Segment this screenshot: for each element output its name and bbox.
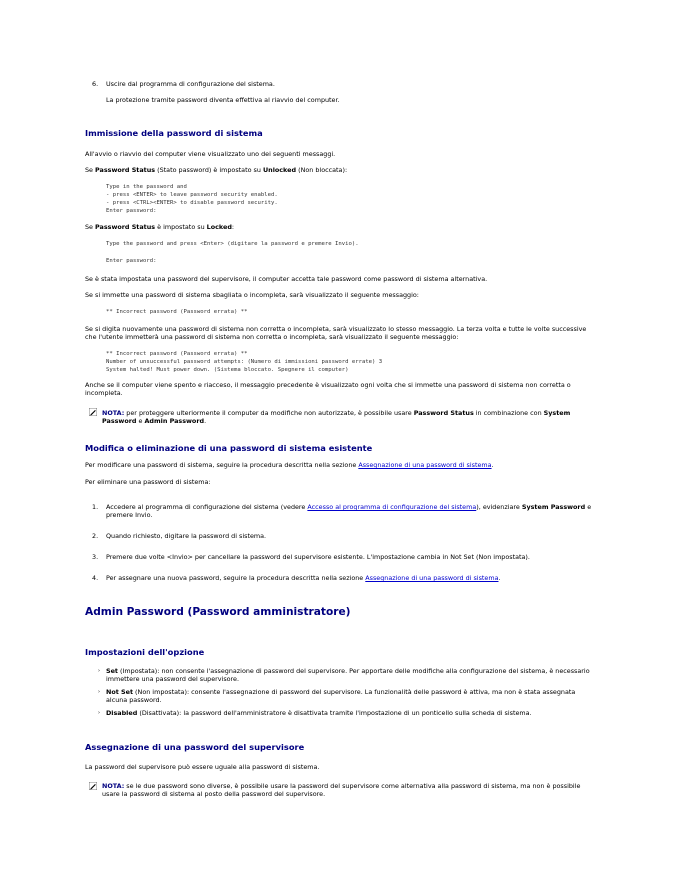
note-text: NOTA: se le due password sono diverse, è possibile usare la password del supervisore come alternativa alla password di sistema, ma non è possibile usare la password di sistema al posto della password del supervisore. [102, 782, 581, 798]
step-number: 2. [92, 532, 99, 540]
paragraph-line: Anche se il computer viene spento e riacceso, il messaggio precedente è visualizzato ogni volta che si immette una password di sistema non corretta o [85, 381, 571, 389]
paragraph: Per eliminare una password di sistema: [85, 478, 211, 486]
step-text: Premere due volte <Invio> per cancellare la password del supervisore esistente. L'impostazione cambia in Not Set (Non impostata). [106, 553, 530, 561]
link-assign-system-password[interactable]: Assegnazione di una password di sistema [358, 461, 492, 469]
paragraph: La password del supervisore può essere uguale alla password di sistema. [85, 763, 320, 771]
step-number: 3. [92, 553, 99, 561]
step-subtext: La protezione tramite password diventa effettiva al riavvio del computer. [106, 96, 340, 104]
section-heading-modify-password: Modifica o eliminazione di una password di sistema esistente [85, 443, 373, 453]
note-pencil-icon [89, 782, 97, 790]
section-heading-assign-supervisor-password: Assegnazione di una password del supervisore [85, 742, 305, 752]
section-heading-option-settings: Impostazioni dell'opzione [85, 647, 205, 657]
section-heading-system-password-entry: Immissione della password di sistema [85, 128, 263, 138]
step-text: Per assegnare una nuova password, seguire la procedura descritta nella sezione Assegnazione di una password di sistema. [106, 574, 501, 582]
bullet-icon: › [98, 710, 100, 716]
code-block-halted: ** Incorrect password (Password errata) ** Number of unsuccessful password attempts: (Numero di immissioni password errate) 3 System halted! Must power down. (Sistema bloccato. Spegnere il computer) [106, 351, 383, 373]
step-number: 4. [92, 574, 99, 582]
list-item: Disabled (Disattivata): la password dell'amministratore è disattivata tramite l'impostazione di un ponticello sulla scheda di sistema. [106, 709, 532, 717]
step-number: 1. [92, 503, 99, 511]
paragraph-locked: Se Password Status è impostato su Locked: [85, 223, 235, 231]
paragraph-modify: Per modificare una password di sistema, seguire la procedura descritta nella sezione Assegnazione di una password di sistema. [85, 461, 494, 469]
bullet-icon: › [98, 668, 100, 674]
paragraph: All'avvio o riavvio del computer viene visualizzato uno dei seguenti messaggi. [85, 150, 336, 158]
paragraph-line: che l'utente immetterà una password di sistema non corretta o incompleta, sarà visualizzato il seguente messaggio: [85, 333, 459, 341]
code-block-incorrect: ** Incorrect password (Password errata) ** [106, 309, 248, 315]
paragraph: Se è stata impostata una password del supervisore, il computer accetta tale password come password di sistema alternativa. [85, 275, 488, 283]
link-assign-system-password[interactable]: Assegnazione di una password di sistema [365, 574, 499, 582]
code-block-enter-password: Enter password: [106, 258, 157, 264]
list-item: Set (Impostata): non consente l'assegnazione di password del supervisore. Per apportare delle modifiche alla configurazione del sistema, è necessario immettere una password del supervisore. [106, 667, 590, 683]
paragraph-line: Se si digita nuovamente una password di sistema non corretta o incompleta, sarà visualizzato lo stesso messaggio. La terza volta e tutte le volte successive [85, 325, 587, 333]
paragraph-unlocked: Se Password Status (Stato password) è impostato su Unlocked (Non bloccata): [85, 166, 348, 174]
section-heading-admin-password: Admin Password (Password amministratore) [85, 606, 351, 618]
step-text: Accedere al programma di configurazione del sistema (vedere Accesso al programma di configurazione del sistema), evidenziare System Password e premere Invio. [106, 503, 592, 519]
code-block-unlocked: Type in the password and - press <ENTER> to leave password security enabled. - press <CTRL><ENTER> to disable password security. Enter password: [106, 184, 278, 214]
list-item: Not Set (Non impostata): consente l'assegnazione di password del supervisore. La funzionalità delle password è attiva, ma non è stata assegnata alcuna password. [106, 688, 576, 704]
note-pencil-icon [89, 408, 97, 416]
note-text: NOTA: per proteggere ulteriormente il computer da modifiche non autorizzate, è possibile usare Password Status in combinazione con System Password e Admin Password. [102, 409, 571, 425]
code-block-locked: Type the password and press <Enter> (digitare la password e premere Invio). [106, 241, 359, 247]
paragraph-line: incompleta. [85, 389, 123, 397]
step-text: Quando richiesto, digitare la password di sistema. [106, 532, 267, 540]
bullet-icon: › [98, 689, 100, 695]
step-text: Uscire dal programma di configurazione del sistema. [106, 80, 275, 88]
step-number: 6. [92, 80, 99, 88]
link-access-setup[interactable]: Accesso al programma di configurazione del sistema [307, 503, 477, 511]
paragraph: Se si immette una password di sistema sbagliata o incompleta, sarà visualizzato il seguente messaggio: [85, 291, 419, 299]
